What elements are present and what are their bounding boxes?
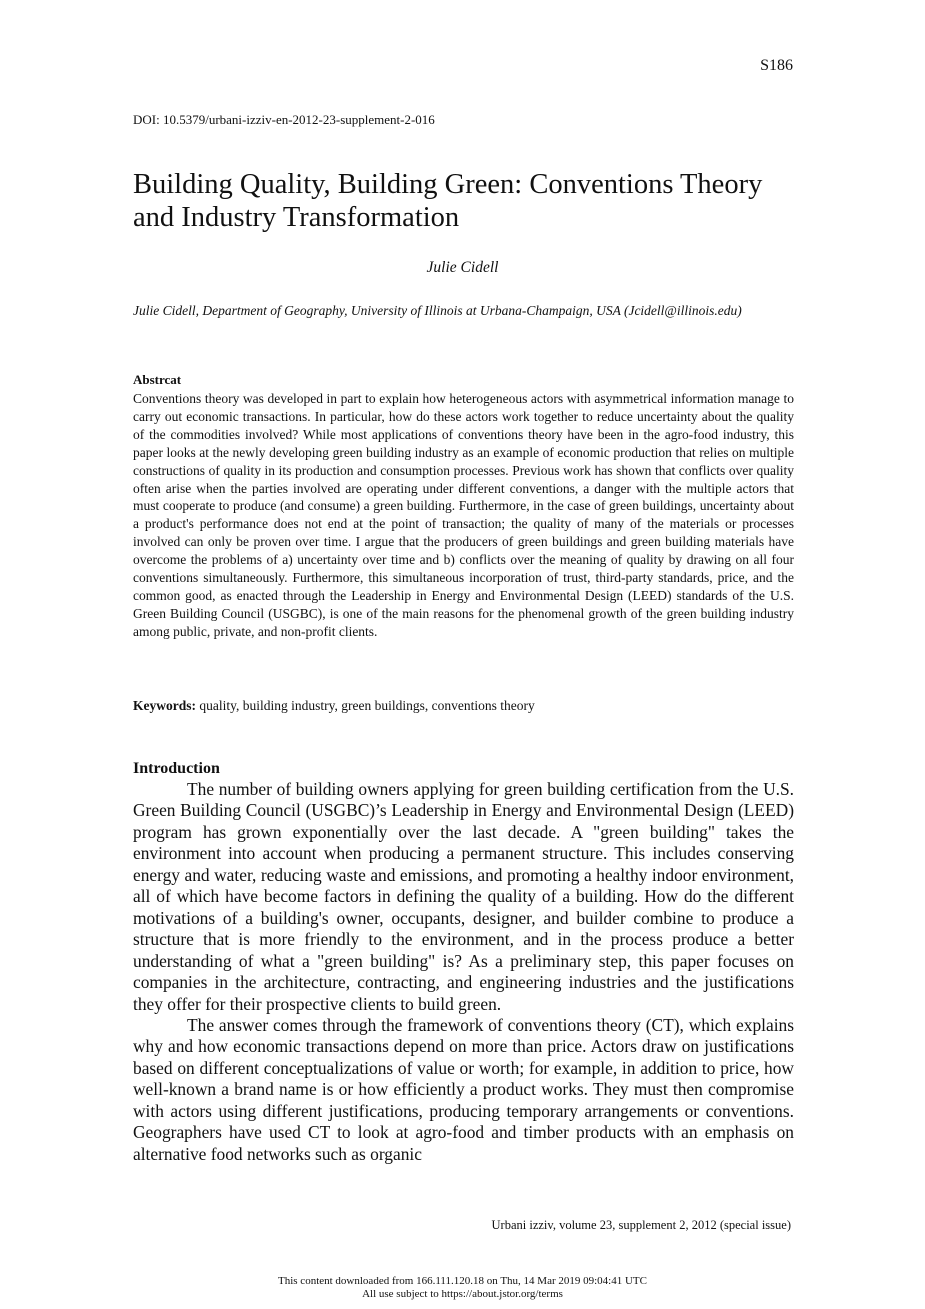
keywords-line bbox=[133, 698, 794, 714]
page-number: S186 bbox=[760, 57, 793, 74]
introduction-heading: Introduction bbox=[133, 760, 220, 777]
introduction-paragraph-1: The number of building owners applying for green building certification from the U.S. Green Building Council (USGBC)’s Leadership in Energy and Environmental Design (LEED) program has grown exponentially over the last decade. A "green building" takes the environment into account when producing a permanent structure. This includes conserving energy and water, reducing waste and emissions, and promoting a healthy indoor environment, all of which have become factors in defining the quality of a building. How do the different motivations of a building's owner, occupants, designer, and builder combine to produce a structure that is more friendly to the environment, and in the process produce a better understanding of what a "green building" is? As a preliminary step, this paper focuses on companies in the architecture, contracting, and engineering industries and the justifications they offer for their prospective clients to build green. bbox=[133, 779, 794, 1014]
keywords-text: quality, building industry, green buildings, conventions theory bbox=[196, 698, 535, 713]
article-title: Building Quality, Building Green: Conventions Theory and Industry Transformation bbox=[133, 169, 763, 233]
abstract-heading: Abstrcat bbox=[133, 372, 182, 387]
journal-footer: Urbani izziv, volume 23, supplement 2, 2012 (special issue) bbox=[491, 1218, 791, 1232]
introduction-body bbox=[133, 779, 794, 1165]
keywords-label: Keywords: bbox=[133, 698, 196, 713]
abstract-text: Conventions theory was developed in part to explain how heterogeneous actors with asymmetrical information manage to carry out economic transactions. In particular, how do these actors work together to reduce uncertainty about the quality of the commodities involved? While most applications of conventions theory have been in the agro-food industry, this paper looks at the newly developing green building industry as an example of economic production that relies on multiple constructions of quality in its production and consumption processes. Previous work has shown that conflicts over quality often arise when the parties involved are operating under different conventions, a danger with the multiple actors that must cooperate to produce (and consume) a green building. Furthermore, in the case of green buildings, uncertainty about a product's performance does not end at the point of transaction; the quality of many of the materials or processes involved can only be proven over time. I argue that the producers of green buildings and green building materials have overcome the problems of a) uncertainty over time and b) conflicts over the meaning of quality by drawing on all four conventions simultaneously. Furthermore, this simultaneous incorporation of trust, third-party standards, price, and the common good, as enacted through the Leadership in Energy and Environmental Design (LEED) standards of the U.S. Green Building Council (USGBC), is one of the main reasons for the phenomenal growth of the green building industry among public, private, and non-profit clients. bbox=[133, 391, 794, 639]
author-name: Julie Cidell bbox=[426, 259, 499, 276]
introduction-paragraph-2: The answer comes through the framework of conventions theory (CT), which explains why and how economic transactions depend on more than price. Actors draw on justifications based on different conceptualizations of value or worth; for example, in addition to price, how well-known a brand name is or how efficiently a product works. They must then compromise with actors using different justifications, producing temporary arrangements or conventions. Geographers have used CT to look at agro-food and timber products with an emphasis on alternative food networks such as organic bbox=[133, 1014, 794, 1164]
doi-line: DOI: 10.5379/urbani-izziv-en-2012-23-supplement-2-016 bbox=[133, 112, 435, 127]
terms-notice: All use subject to https://about.jstor.org/terms bbox=[362, 1288, 563, 1300]
author-affiliation: Julie Cidell, Department of Geography, University of Illinois at Urbana-Champaign, USA (Jcidell@illinois.edu) bbox=[133, 303, 742, 318]
download-notice: This content downloaded from 166.111.120.18 on Thu, 14 Mar 2019 09:04:41 UTC bbox=[278, 1275, 647, 1287]
